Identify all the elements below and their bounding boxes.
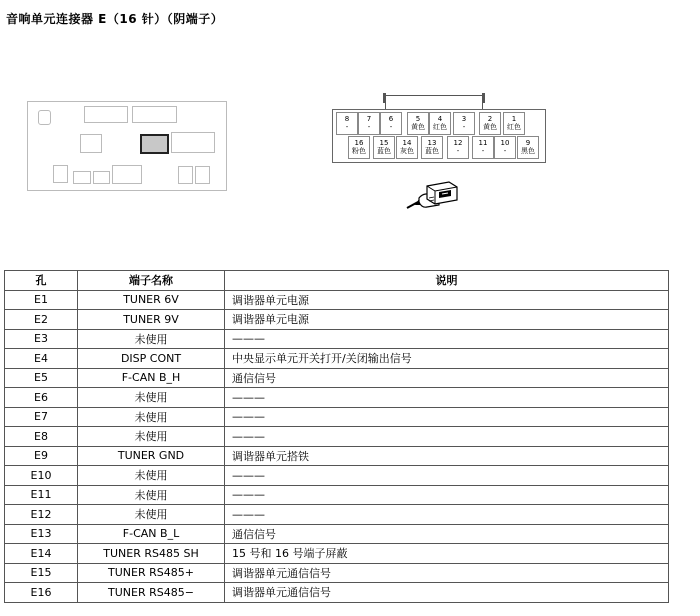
pin-wire-color: - bbox=[481, 147, 485, 155]
panel-port bbox=[80, 134, 102, 153]
pin-number: 9 bbox=[525, 139, 531, 147]
hole-cell: E15 bbox=[5, 563, 78, 583]
table-row bbox=[5, 310, 669, 330]
pin-cavity bbox=[348, 136, 370, 159]
pin-cavity bbox=[447, 136, 469, 159]
description-cell: ——— bbox=[225, 388, 669, 408]
table-row bbox=[5, 446, 669, 466]
table-row bbox=[5, 349, 669, 369]
hole-cell: E7 bbox=[5, 407, 78, 427]
pin-cavity bbox=[407, 112, 429, 135]
pin-wire-color: - bbox=[345, 123, 349, 131]
hole-cell: E2 bbox=[5, 310, 78, 330]
table-row bbox=[5, 563, 669, 583]
hole-cell: E5 bbox=[5, 368, 78, 388]
pin-cavity bbox=[479, 112, 501, 135]
table-row bbox=[5, 485, 669, 505]
description-cell: 调谐器单元通信信号 bbox=[225, 583, 669, 603]
pin-cavity bbox=[396, 136, 418, 159]
panel-port bbox=[73, 171, 91, 184]
panel-port bbox=[178, 166, 193, 184]
description-cell: 通信信号 bbox=[225, 368, 669, 388]
pin-number: 10 bbox=[500, 139, 510, 147]
terminal-name-cell: TUNER RS485− bbox=[78, 583, 225, 603]
panel-port bbox=[84, 106, 128, 123]
description-cell: ——— bbox=[225, 407, 669, 427]
panel-port bbox=[93, 171, 110, 184]
pin-wire-color: 灰色 bbox=[400, 147, 414, 155]
pin-wire-color: 蓝色 bbox=[377, 147, 391, 155]
header-description: 说明 bbox=[225, 271, 669, 291]
pin-cavity bbox=[380, 112, 402, 135]
terminal-name-cell: 未使用 bbox=[78, 427, 225, 447]
hole-cell: E1 bbox=[5, 290, 78, 310]
table-row bbox=[5, 407, 669, 427]
panel-port bbox=[132, 106, 177, 123]
table-header-row bbox=[5, 271, 669, 291]
terminal-name-cell: 未使用 bbox=[78, 329, 225, 349]
page-title: 音响单元连接器 E（16 针）（阴端子） bbox=[6, 12, 224, 26]
pin-wire-color: 黄色 bbox=[411, 123, 425, 131]
unit-rear-panel-diagram bbox=[27, 101, 227, 191]
table-row bbox=[5, 290, 669, 310]
pin-number: 8 bbox=[344, 115, 350, 123]
hole-cell: E3 bbox=[5, 329, 78, 349]
description-cell: 调谐器单元电源 bbox=[225, 310, 669, 330]
description-cell: ——— bbox=[225, 427, 669, 447]
pin-wire-color: - bbox=[462, 123, 466, 131]
hole-cell: E16 bbox=[5, 583, 78, 603]
hole-cell: E4 bbox=[5, 349, 78, 369]
header-terminal-name: 端子名称 bbox=[78, 271, 225, 291]
pin-wire-color: - bbox=[367, 123, 371, 131]
terminal-name-cell: TUNER GND bbox=[78, 446, 225, 466]
table-row bbox=[5, 329, 669, 349]
connector-cavities bbox=[332, 109, 546, 163]
pin-number: 13 bbox=[427, 139, 437, 147]
hole-cell: E9 bbox=[5, 446, 78, 466]
description-cell: ——— bbox=[225, 505, 669, 525]
pin-number: 1 bbox=[511, 115, 517, 123]
pin-number: 11 bbox=[478, 139, 488, 147]
table-row bbox=[5, 388, 669, 408]
pin-number: 12 bbox=[453, 139, 463, 147]
description-cell: ——— bbox=[225, 466, 669, 486]
description-cell: 调谐器单元电源 bbox=[225, 290, 669, 310]
pin-wire-color: - bbox=[456, 147, 460, 155]
description-cell: 中央显示单元开关打开/关闭输出信号 bbox=[225, 349, 669, 369]
pin-wire-color: 蓝色 bbox=[425, 147, 439, 155]
pin-cavity bbox=[421, 136, 443, 159]
hole-cell: E8 bbox=[5, 427, 78, 447]
terminal-name-cell: TUNER 9V bbox=[78, 310, 225, 330]
pin-wire-color: - bbox=[389, 123, 393, 131]
terminal-name-cell: 未使用 bbox=[78, 407, 225, 427]
table-row bbox=[5, 544, 669, 564]
hole-cell: E10 bbox=[5, 466, 78, 486]
pin-number: 3 bbox=[461, 115, 467, 123]
terminal-name-cell: F-CAN B_H bbox=[78, 368, 225, 388]
table-row bbox=[5, 583, 669, 603]
terminal-name-cell: DISP CONT bbox=[78, 349, 225, 369]
terminal-name-cell: TUNER RS485 SH bbox=[78, 544, 225, 564]
description-cell: ——— bbox=[225, 485, 669, 505]
description-cell: 通信信号 bbox=[225, 524, 669, 544]
panel-port bbox=[38, 110, 51, 125]
panel-port bbox=[112, 165, 142, 184]
terminal-name-cell: TUNER 6V bbox=[78, 290, 225, 310]
table-row bbox=[5, 505, 669, 525]
pin-cavity bbox=[429, 112, 451, 135]
terminal-name-cell: 未使用 bbox=[78, 505, 225, 525]
pin-cavity bbox=[472, 136, 494, 159]
terminal-name-cell: F-CAN B_L bbox=[78, 524, 225, 544]
hole-cell: E13 bbox=[5, 524, 78, 544]
pin-number: 5 bbox=[415, 115, 421, 123]
pin-wire-color: 黄色 bbox=[483, 123, 497, 131]
terminal-name-cell: 未使用 bbox=[78, 388, 225, 408]
pin-cavity bbox=[517, 136, 539, 159]
table-row bbox=[5, 368, 669, 388]
pin-cavity bbox=[358, 112, 380, 135]
pin-table bbox=[4, 270, 669, 603]
panel-port bbox=[53, 165, 68, 183]
highlighted-connector-e bbox=[140, 134, 169, 154]
pin-wire-color: 黑色 bbox=[521, 147, 535, 155]
connector-latch bbox=[385, 95, 483, 110]
pin-wire-color: 红色 bbox=[507, 123, 521, 131]
terminal-name-cell: 未使用 bbox=[78, 466, 225, 486]
pin-cavity bbox=[336, 112, 358, 135]
pin-wire-color: - bbox=[503, 147, 507, 155]
pin-cavity bbox=[453, 112, 475, 135]
hole-cell: E6 bbox=[5, 388, 78, 408]
header-hole: 孔 bbox=[5, 271, 78, 291]
pin-number: 16 bbox=[354, 139, 364, 147]
hand-connector-icon bbox=[405, 181, 465, 213]
pin-wire-color: 红色 bbox=[433, 123, 447, 131]
description-cell: ——— bbox=[225, 329, 669, 349]
pin-number: 6 bbox=[388, 115, 394, 123]
table-row bbox=[5, 427, 669, 447]
description-cell: 调谐器单元通信信号 bbox=[225, 563, 669, 583]
pin-cavity bbox=[494, 136, 516, 159]
pin-number: 4 bbox=[437, 115, 443, 123]
description-cell: 15 号和 16 号端子屏蔽 bbox=[225, 544, 669, 564]
table-row bbox=[5, 466, 669, 486]
pin-number: 15 bbox=[379, 139, 389, 147]
hole-cell: E12 bbox=[5, 505, 78, 525]
pin-number: 14 bbox=[402, 139, 412, 147]
panel-port bbox=[195, 166, 210, 184]
hole-cell: E14 bbox=[5, 544, 78, 564]
terminal-name-cell: TUNER RS485+ bbox=[78, 563, 225, 583]
pin-number: 2 bbox=[487, 115, 493, 123]
pin-cavity bbox=[373, 136, 395, 159]
pin-cavity bbox=[503, 112, 525, 135]
hole-cell: E11 bbox=[5, 485, 78, 505]
terminal-name-cell: 未使用 bbox=[78, 485, 225, 505]
description-cell: 调谐器单元搭铁 bbox=[225, 446, 669, 466]
pin-wire-color: 粉色 bbox=[352, 147, 366, 155]
table-row bbox=[5, 524, 669, 544]
panel-port bbox=[171, 132, 215, 153]
pin-number: 7 bbox=[366, 115, 372, 123]
